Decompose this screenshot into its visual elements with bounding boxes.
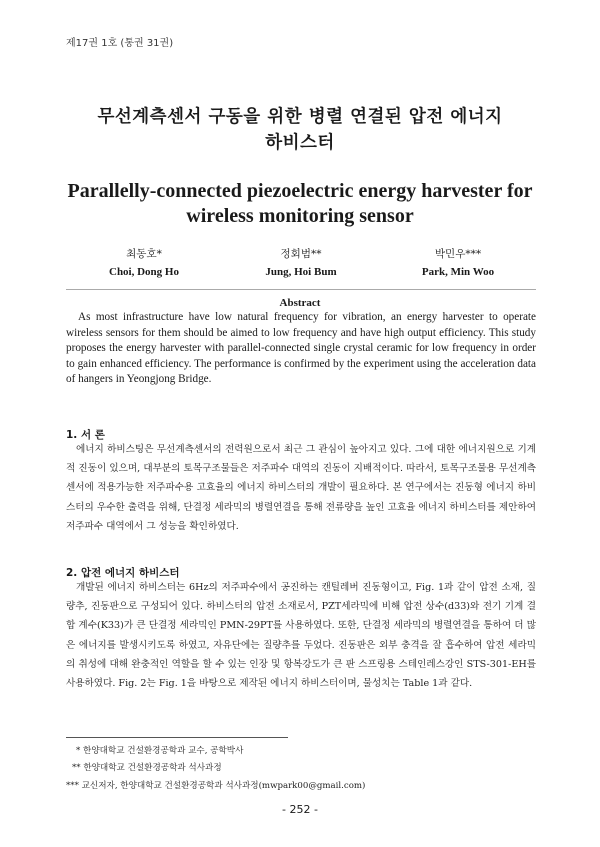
korean-title-line-2: 하비스터 [265,133,335,153]
korean-title [0,104,600,156]
author-1-korean-name: 최동호* [126,248,162,260]
author-list [66,245,536,281]
footnote-2: ** 한양대학교 건설환경공학과 석사과정 [72,763,222,774]
section-2-heading: 2. 압전 에너지 하비스터 [66,567,180,579]
journal-issue-header: 제17권 1호 (통권 31권) [66,38,174,49]
footnote-divider [66,737,288,738]
section-2-text: 개발된 에너지 하비스터는 6Hz의 저주파수에서 공진하는 캔틸레버 진동형이고, Fig. 1과 같이 압전 소재, 질량추, 진동판으로 구성되어 있다. 하비스터의 압전 소재로서, PZT세라믹에 비해 압전 상수(d33)와 전기 기계 결합 계수(K33)가 큰 단결정 세라믹인 PMN-29PT를 사용하였다. 또한, 단결정 세라믹의 병렬연결을 통하여 더 많은 에너지를 발생시키도록 하였고, 자유단에는 질량추를 두었다. 진동판은 외부 충격을 잘 흡수하여 압전 세라믹의 취성에 대해 완충적인 역할을 할 수 있는 인장 및 항복강도가 큰 판 스프링용 스테인레스강인 STS-301-EH를 사용하였다. Fig. 2는 Fig. 1을 바탕으로 제작된 에너지 하비스터이며, 물성치는 Table 1과 같다. [66,582,536,690]
author-3-english-name: Park, Min Woo [421,266,495,278]
english-title-line-2: wireless monitoring sensor [186,205,414,227]
english-title [0,179,600,229]
abstract-divider [66,289,536,290]
author-2-korean-name: 정회범** [280,248,322,260]
abstract-heading: Abstract [279,297,321,309]
footnote-3: *** 교신저자, 한양대학교 건설환경공학과 석사과정(mwpark00@gmail.com) [66,780,366,791]
footnote-1: * 한양대학교 건설환경공학과 교수, 공학박사 [76,746,244,756]
english-title-line-1: Parallelly-connected piezoelectric energy harvester for [67,180,533,202]
author-3-korean-name: 박민우*** [434,248,482,260]
section-1-text: 에너지 하비스팅은 무선계측센서의 전력원으로서 최근 그 관심이 높아지고 있다. 그에 대한 에너지원으로 기계적 진동이 있으며, 대부분의 토목구조물들은 저주파수 대역의 진동이 지배적이다. 따라서, 토목구조물용 무선계측센서에 적용가능한 저주파수용 고효율의 에너지 하비스터의 개발이 필요하다. 본 연구에서는 진동형 에너지 하비스터의 우수한 출력을 위해, 단결정 세라믹의 병렬연결을 통해 전류량을 높인 고효율 에너지 하비스터를 제안하여 저주파수 대역에서 그 성능을 확인하였다. [66,444,536,532]
author-1 [66,245,222,281]
author-1-english-name: Choi, Dong Ho [109,266,179,278]
footnotes [66,743,365,795]
author-2-english-name: Jung, Hoi Bum [265,266,337,278]
author-2 [223,245,379,281]
page-number: - 252 - [282,803,318,816]
author-3 [380,245,536,281]
abstract-text: As most infrastructure have low natural frequency for vibration, an energy harvester to operate wireless sensors for them should be aimed to low frequency and have high output efficiency. This study proposes the energy harvester with parallel-connected single crystal ceramic for low frequency in order to gain enhanced efficiency. The performance is confirmed by the experiment using the acceleration data of hangers in Yeongjong Bridge. [66,311,536,385]
section-1-heading: 1. 서 론 [66,429,105,441]
korean-title-line-1: 무선계측센서 구동을 위한 병렬 연결된 압전 에너지 [97,107,503,127]
